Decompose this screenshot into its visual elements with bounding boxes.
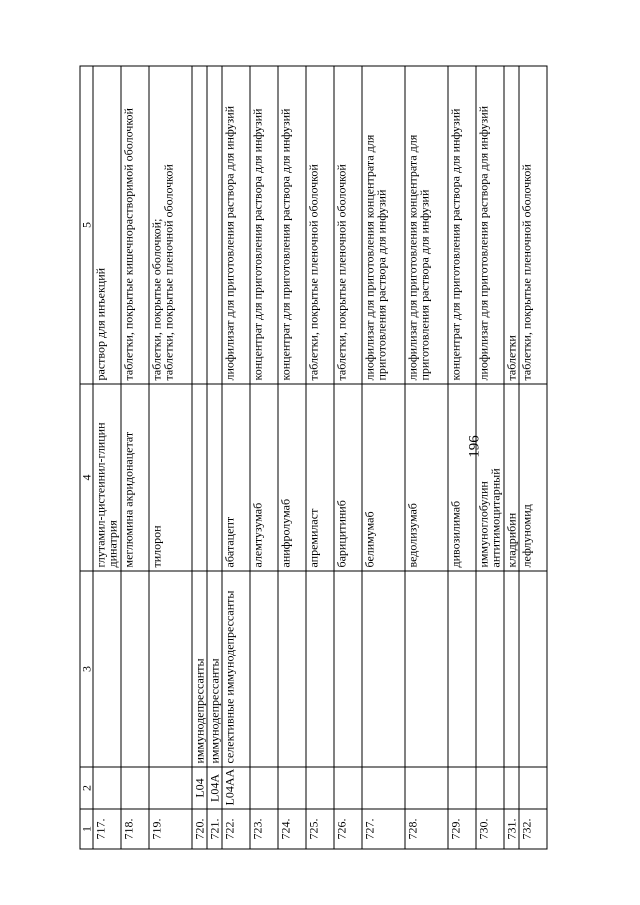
drug-name: тилорон [149, 384, 192, 571]
drug-name: анифролумаб [278, 384, 306, 571]
dosage-forms [192, 66, 207, 384]
table-row [405, 66, 448, 849]
dosage-forms [250, 66, 278, 384]
dosage-form: концентрат для приготовления раствора для инфузий [448, 108, 462, 380]
row-number: 727. [362, 809, 405, 849]
table-row [362, 66, 405, 849]
drug-name: меглюмина акридонацетат [121, 384, 149, 571]
drug-name [207, 384, 222, 571]
row-number: 732. [519, 809, 547, 849]
anatomical-group [278, 571, 306, 767]
drug-table [79, 65, 547, 849]
anatomical-group [306, 571, 334, 767]
dosage-form: концентрат для приготовления раствора для инфузий [250, 108, 264, 380]
drug-name: иммуноглобулин антитимоцитарный [476, 384, 504, 571]
anatomical-group [93, 571, 121, 767]
anatomical-group: иммунодепрессанты [207, 571, 222, 767]
page-number: 196 [466, 435, 483, 458]
dosage-forms [207, 66, 222, 384]
header-col-1: 1 [80, 809, 93, 849]
header-col-2: 2 [80, 767, 93, 809]
anatomical-group [334, 571, 362, 767]
drug-name: алемтузумаб [250, 384, 278, 571]
row-number: 721. [207, 809, 222, 849]
dosage-form: лиофилизат для приготовления раствора для инфузий [476, 105, 490, 380]
anatomical-group [121, 571, 149, 767]
row-number: 722. [222, 809, 250, 849]
anatomical-group [504, 571, 519, 767]
row-number: 726. [334, 809, 362, 849]
atc-code: L04 [192, 767, 207, 809]
dosage-form: таблетки, покрытые пленочной оболочкой [161, 163, 175, 380]
row-number: 719. [149, 809, 192, 849]
dosage-form: таблетки [504, 334, 518, 380]
atc-code [504, 767, 519, 809]
anatomical-group [405, 571, 448, 767]
table-row [476, 66, 504, 849]
table-row [121, 66, 149, 849]
row-number: 729. [448, 809, 476, 849]
dosage-form: таблетки, покрытые кишечнорастворимой оболочкой [121, 107, 135, 380]
dosage-form: раствор для инъекций [93, 267, 107, 380]
dosage-forms [362, 66, 405, 384]
atc-code [149, 767, 192, 809]
row-number: 724. [278, 809, 306, 849]
row-number: 723. [250, 809, 278, 849]
dosage-forms [306, 66, 334, 384]
drug-name: дивозилимаб [448, 384, 476, 571]
anatomical-group: иммунодепрессанты [192, 571, 207, 767]
table-row [448, 66, 476, 849]
row-number: 717. [93, 809, 121, 849]
table-body [93, 66, 547, 849]
atc-code: L04AA [222, 767, 250, 809]
row-number: 728. [405, 809, 448, 849]
anatomical-group [250, 571, 278, 767]
table-row [504, 66, 519, 849]
table-row [93, 66, 121, 849]
dosage-forms [222, 66, 250, 384]
anatomical-group: селективные иммунодепрессанты [222, 571, 250, 767]
atc-code [476, 767, 504, 809]
dosage-form: лиофилизат для приготовления раствора для инфузий [222, 105, 236, 380]
table-row [250, 66, 278, 849]
atc-code [362, 767, 405, 809]
drug-name: барицитиниб [334, 384, 362, 571]
row-number: 725. [306, 809, 334, 849]
dosage-forms [476, 66, 504, 384]
anatomical-group [448, 571, 476, 767]
header-col-5: 5 [80, 66, 93, 384]
dosage-forms [405, 66, 448, 384]
anatomical-group [519, 571, 547, 767]
table-row [306, 66, 334, 849]
drug-name: белимумаб [362, 384, 405, 571]
document-page [79, 66, 579, 849]
header-col-3: 3 [80, 571, 93, 767]
row-number: 731. [504, 809, 519, 849]
dosage-forms [334, 66, 362, 384]
anatomical-group [149, 571, 192, 767]
drug-name [192, 384, 207, 571]
table-row [192, 66, 207, 849]
dosage-form: концентрат для приготовления раствора для инфузий [278, 108, 292, 380]
dosage-forms [149, 66, 192, 384]
dosage-forms [519, 66, 547, 384]
atc-code [306, 767, 334, 809]
dosage-forms [121, 66, 149, 384]
dosage-form: таблетки, покрытые пленочной оболочкой [334, 163, 348, 380]
table-row [278, 66, 306, 849]
dosage-form: лиофилизат для приготовления концентрата для приготовления раствора для инфузий [362, 134, 388, 380]
dosage-forms [93, 66, 121, 384]
table-row [207, 66, 222, 849]
atc-code [448, 767, 476, 809]
table-row [222, 66, 250, 849]
atc-code [93, 767, 121, 809]
dosage-form: таблетки, покрытые оболочкой; [149, 218, 163, 380]
atc-code [519, 767, 547, 809]
anatomical-group [476, 571, 504, 767]
atc-code: L04A [207, 767, 222, 809]
dosage-form: таблетки, покрытые пленочной оболочкой [306, 163, 320, 380]
table-row [334, 66, 362, 849]
dosage-forms [504, 66, 519, 384]
row-number: 718. [121, 809, 149, 849]
row-number: 720. [192, 809, 207, 849]
drug-name: ведолизумаб [405, 384, 448, 571]
header-row [80, 66, 93, 849]
drug-name: абатацепт [222, 384, 250, 571]
dosage-form: лиофилизат для приготовления концентрата для приготовления раствора для инфузий [405, 134, 431, 380]
atc-code [250, 767, 278, 809]
atc-code [334, 767, 362, 809]
header-col-4: 4 [80, 384, 93, 571]
atc-code [121, 767, 149, 809]
drug-name: лефлуномид [519, 384, 547, 571]
row-number: 730. [476, 809, 504, 849]
drug-name: апремиласт [306, 384, 334, 571]
table-row [149, 66, 192, 849]
drug-name: кладрибин [504, 384, 519, 571]
drug-name: глутамил-цистеинил-глицин динатрия [93, 384, 121, 571]
atc-code [405, 767, 448, 809]
table-row [519, 66, 547, 849]
anatomical-group [362, 571, 405, 767]
dosage-forms [278, 66, 306, 384]
dosage-forms [448, 66, 476, 384]
dosage-form: таблетки, покрытые пленочной оболочкой [519, 163, 533, 380]
atc-code [278, 767, 306, 809]
